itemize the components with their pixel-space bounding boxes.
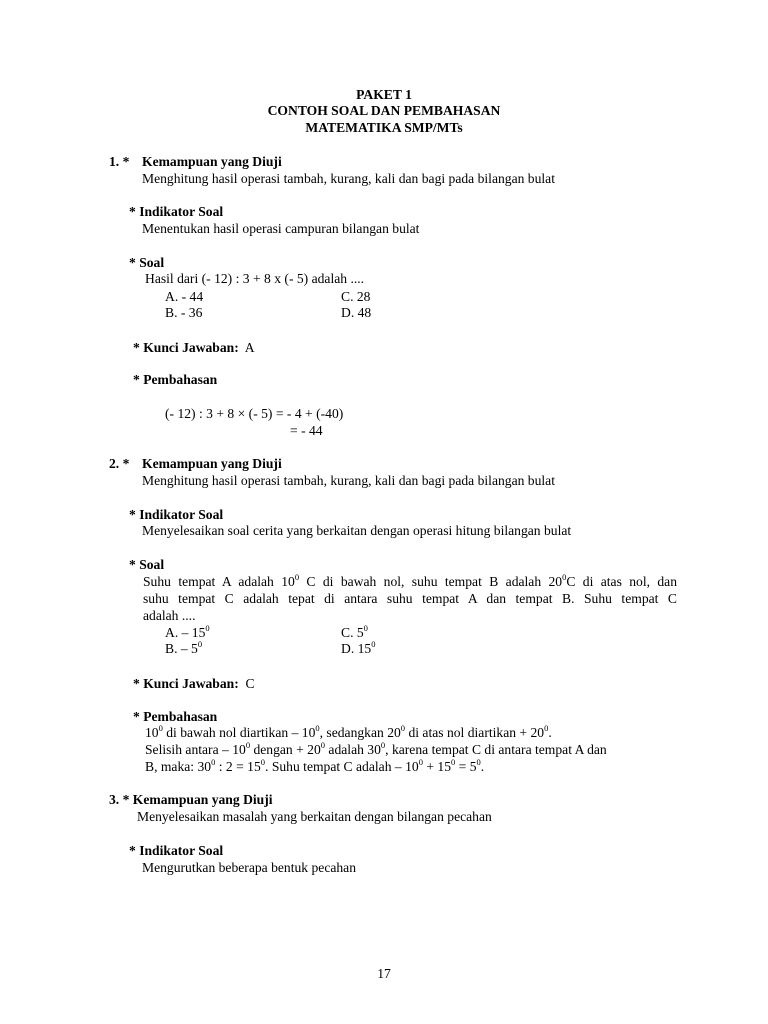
q1-option-d: D. 48 [341, 305, 372, 320]
q1-soal-text: Hasil dari (- 12) : 3 + 8 x (- 5) adalah .... [145, 271, 365, 286]
q1-number: 1. * [109, 154, 130, 169]
q2-pembahasan-label: * Pembahasan [133, 709, 218, 724]
q2-indikator-text: Menyelesaikan soal cerita yang berkaitan dengan operasi hitung bilangan bulat [142, 523, 572, 538]
q1-indikator-label: * Indikator Soal [129, 204, 224, 219]
q2-kunci-value: C [245, 676, 255, 691]
q1-kunci-label: * Kunci Jawaban: [133, 340, 239, 355]
q3-heading: 3. * Kemampuan yang Diuji [109, 792, 273, 807]
q1-kunci-value: A [244, 340, 255, 355]
q2-kemampuan-label: Kemampuan yang Diuji [142, 456, 282, 471]
q2-number: 2. * [109, 456, 130, 471]
q2-option-c: C. $5^0$ [341, 623, 368, 640]
q1-soal-label: * Soal [129, 255, 165, 270]
q2-kunci [133, 676, 255, 692]
page-number: 17 [377, 966, 391, 981]
q2-soal-line3: adalah .... [143, 608, 196, 623]
q1-pembahasan-label: * Pembahasan [133, 372, 218, 387]
q2-soal-line2: suhu tempat C adalah tepat di antara suhu tempat A dan tempat B. Suhu tempat C [143, 591, 677, 606]
q1-option-a: A. - 44 [165, 289, 204, 304]
q2-indikator-label: * Indikator Soal [129, 507, 224, 522]
title-paket: PAKET 1 [356, 87, 412, 102]
q1-calc-line1: (- 12) : 3 + 8 × (- 5) = - 4 + (-40) [165, 406, 344, 421]
title-matematika: MATEMATIKA SMP/MTs [305, 120, 463, 135]
q1-kunci [133, 340, 255, 356]
q2-option-d: D. $15^0$ [341, 639, 376, 656]
q2-kunci-label: * Kunci Jawaban: [133, 676, 239, 691]
q2-pembahasan-line3: B, maka: $30^0$ : $2 = 15^0$. Suhu tempat C adalah – $10^0 + 15^0 = 5^0$. [145, 757, 485, 774]
q2-option-b: B. – $5^0$ [165, 639, 203, 656]
q2-pembahasan-line2: Selisih antara – $10^0$ dengan + $20^0$ adalah $30^0$, karena tempat C di antara tempat A dan [145, 740, 607, 757]
q2-soal-label: * Soal [129, 557, 165, 572]
q1-option-c: C. 28 [341, 289, 371, 304]
q1-calc-line2: = - 44 [290, 423, 323, 438]
q3-indikator-text: Mengurutkan beberapa bentuk pecahan [142, 860, 357, 875]
q2-soal-line1: Suhu tempat A adalah $10^0$ C di bawah nol, suhu tempat B adalah $20^0C$ di atas nol, dan [143, 572, 677, 589]
q1-option-b: B. - 36 [165, 305, 203, 320]
q3-kemampuan-text: Menyelesaikan masalah yang berkaitan dengan bilangan pecahan [137, 809, 492, 824]
q2-option-a: A. – $15^0$ [165, 623, 210, 640]
title-contoh-soal: CONTOH SOAL DAN PEMBAHASAN [267, 103, 501, 118]
q1-indikator-text: Menentukan hasil operasi campuran bilangan bulat [142, 221, 420, 236]
q2-pembahasan-line1: $10^0$ di bawah nol diartikan – $10^0$, sedangkan $20^0$ di atas nol diartikan + $20^0$. [145, 723, 552, 740]
q3-indikator-label: * Indikator Soal [129, 843, 224, 858]
q1-kemampuan-label: Kemampuan yang Diuji [142, 154, 282, 169]
q2-kemampuan-text: Menghitung hasil operasi tambah, kurang, kali dan bagi pada bilangan bulat [142, 473, 555, 488]
q1-kemampuan-text: Menghitung hasil operasi tambah, kurang, kali dan bagi pada bilangan bulat [142, 171, 555, 186]
